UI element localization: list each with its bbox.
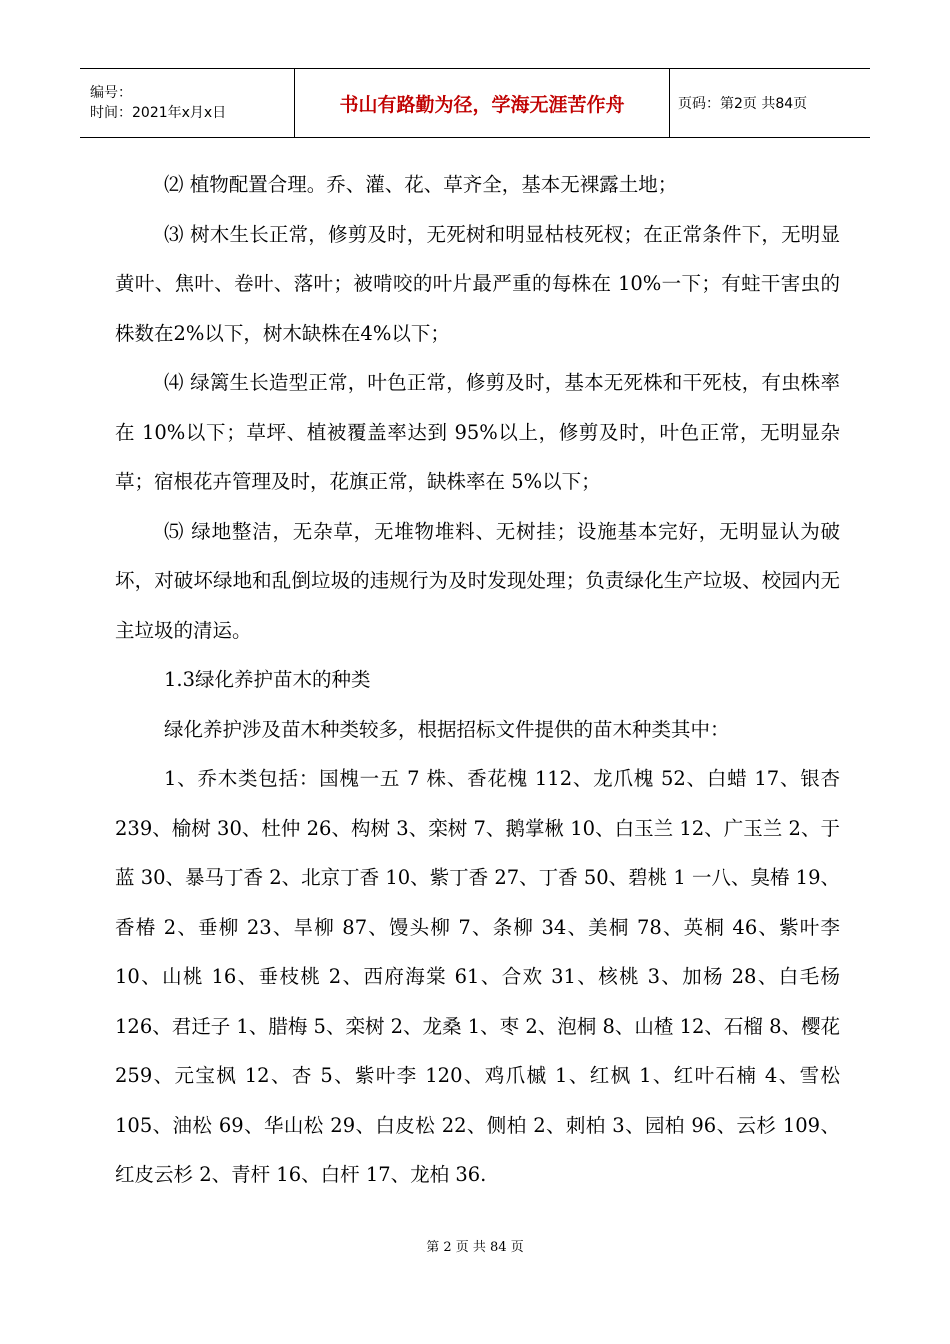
paragraph-item-4: ⑷ 绿篱生长造型正常，叶色正常，修剪及时，基本无死株和干死枝，有虫株率在 10%以下；草坪、植被覆盖率达到 95%以上，修剪及时，叶色正常，无明显杂草；宿根花卉管理及时，花旗正常，缺株率在 5%以下； (115, 371, 840, 493)
paragraph-item-3: ⑶ 树木生长正常，修剪及时，无死树和明显枯枝死杈；在正常条件下，无明显黄叶、焦叶、卷叶、落叶；被啃咬的叶片最严重的每株在 10%一下；有蛀干害虫的株数在2%以下，树木缺株在4%以下； (115, 222, 840, 345)
paragraph-item-5: ⑸ 绿地整洁，无杂草，无堆物堆料、无树挂；设施基本完好，无明显认为破坏，对破坏绿地和乱倒垃圾的违规行为及时发现处理；负责绿化生产垃圾、校园内无主垃圾的清运。 (115, 519, 840, 642)
page-footer: 第 2 页 共 84 页 (426, 1240, 524, 1255)
paragraph-tree-list: 1、乔木类包括：国槐一五 7 株、香花槐 112、龙爪槐 52、白蜡 17、银杏 239、榆树 30、杜仲 26、构树 3、栾树 7、鹅掌楸 10、白玉兰 12、广玉兰 2、于蓝 30、暴马丁香 2、北京丁香 10、紫丁香 27、丁香 50、碧桃 1 一八、臭椿 19、香椿 2、垂柳 23、旱柳 87、馒头柳 7、条柳 34、美桐 78、英桐 46、紫叶李 10、山桃 16、垂枝桃 2、西府海棠 61、合欢 31、核桃 3、加杨 28、白毛杨 126、君迁子 1、腊梅 5、栾树 2、龙桑 1、枣 2、泡桐 8、山楂 12、石榴 8、樱花 259、元宝枫 12、杏 5、紫叶李 120、鸡爪槭 1、红枫 1、红叶石楠 4、雪松 105、油松 69、华山松 29、白皮松 22、侧柏 2、刺柏 3、园柏 96、云杉 109、红皮云杉 2、青杆 16、白杆 17、龙柏 36. (115, 767, 840, 1186)
page-header (80, 68, 870, 138)
document-body (115, 160, 840, 1200)
section-heading: 1.3绿化养护苗木的种类 (164, 668, 371, 691)
document-number-label: 编号： (90, 85, 132, 101)
header-meta (80, 69, 295, 137)
paragraph-item-2: ⑵ 植物配置合理。乔、灌、花、草齐全，基本无裸露土地； (164, 173, 678, 196)
paragraph-intro: 绿化养护涉及苗木种类较多，根据招标文件提供的苗木种类其中： (164, 717, 730, 741)
header-page-info: 页码：第2页 共84页 (678, 96, 808, 112)
document-time-label: 时间：2021年x月x日 (90, 105, 227, 121)
header-motto: 书山有路勤为径，学海无涯苦作舟 (295, 69, 670, 137)
